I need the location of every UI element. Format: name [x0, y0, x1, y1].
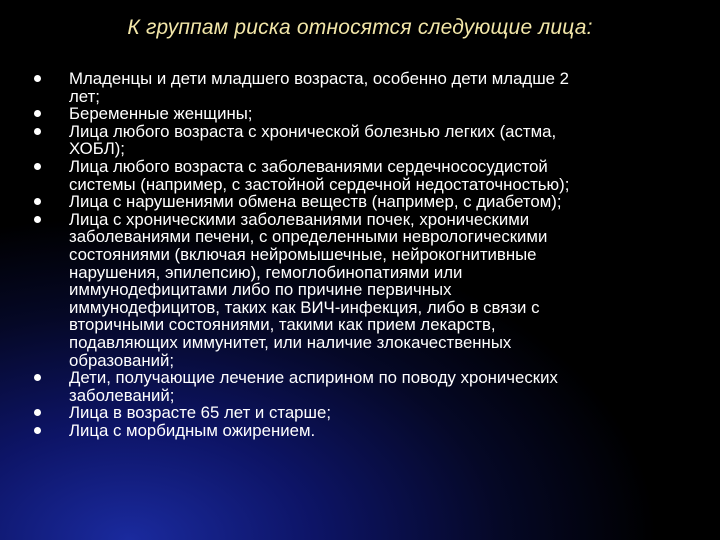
- list-item-text: Дети, получающие лечение аспирином по поводу хронических заболеваний;: [69, 368, 558, 405]
- list-item-text: Лица с морбидным ожирением.: [69, 420, 316, 440]
- list-item: [0, 369, 720, 404]
- bullet-icon: [34, 110, 41, 117]
- list-item: [0, 422, 720, 440]
- bullet-icon: [34, 75, 41, 82]
- risk-group-list: [0, 70, 720, 439]
- bullet-icon: [34, 427, 41, 434]
- bullet-icon: [34, 216, 41, 223]
- bullet-icon: [34, 374, 41, 381]
- list-item: [0, 158, 720, 193]
- list-item: [0, 193, 720, 211]
- list-item-text: Лица любого возраста с хронической болезнью легких (астма, ХОБЛ);: [69, 121, 557, 159]
- list-item: [0, 70, 720, 105]
- list-item: [0, 404, 720, 422]
- bullet-icon: [34, 128, 41, 135]
- slide-title: К группам риска относятся следующие лица:: [127, 16, 593, 39]
- list-item: [0, 123, 720, 158]
- list-item-text: Лица с нарушениями обмена веществ (например, с диабетом);: [69, 192, 562, 212]
- list-item-text: Лица в возрасте 65 лет и старше;: [69, 403, 331, 423]
- bullet-icon: [34, 198, 41, 205]
- list-item-text: Лица с хроническими заболеваниями почек, хроническими заболеваниями печени, с определенными неврологическими состояниями (включая нейромышечные, нейрокогнитивные нарушения, эпилепсию), гемоглобинопатиями или иммунодефицитами либо по причине первичных иммунодефицитов, таких как ВИЧ-инфекция, либо в связи с вторичными состояниями, такими как прием лекарств, подавляющих иммунитет, или наличие злокачественных образований;: [69, 209, 548, 370]
- list-item: [0, 211, 720, 369]
- list-item-text: Лица любого возраста с заболеваниями сердечнососудистой системы (например, с застойной сердечной недостаточностью);: [69, 156, 570, 194]
- bullet-icon: [34, 409, 41, 416]
- bullet-icon: [34, 163, 41, 170]
- list-item: [0, 105, 720, 123]
- list-item-text: Младенцы и дети младшего возраста, особенно дети младше 2 лет;: [69, 69, 569, 106]
- list-item-text: Беременные женщины;: [69, 104, 253, 124]
